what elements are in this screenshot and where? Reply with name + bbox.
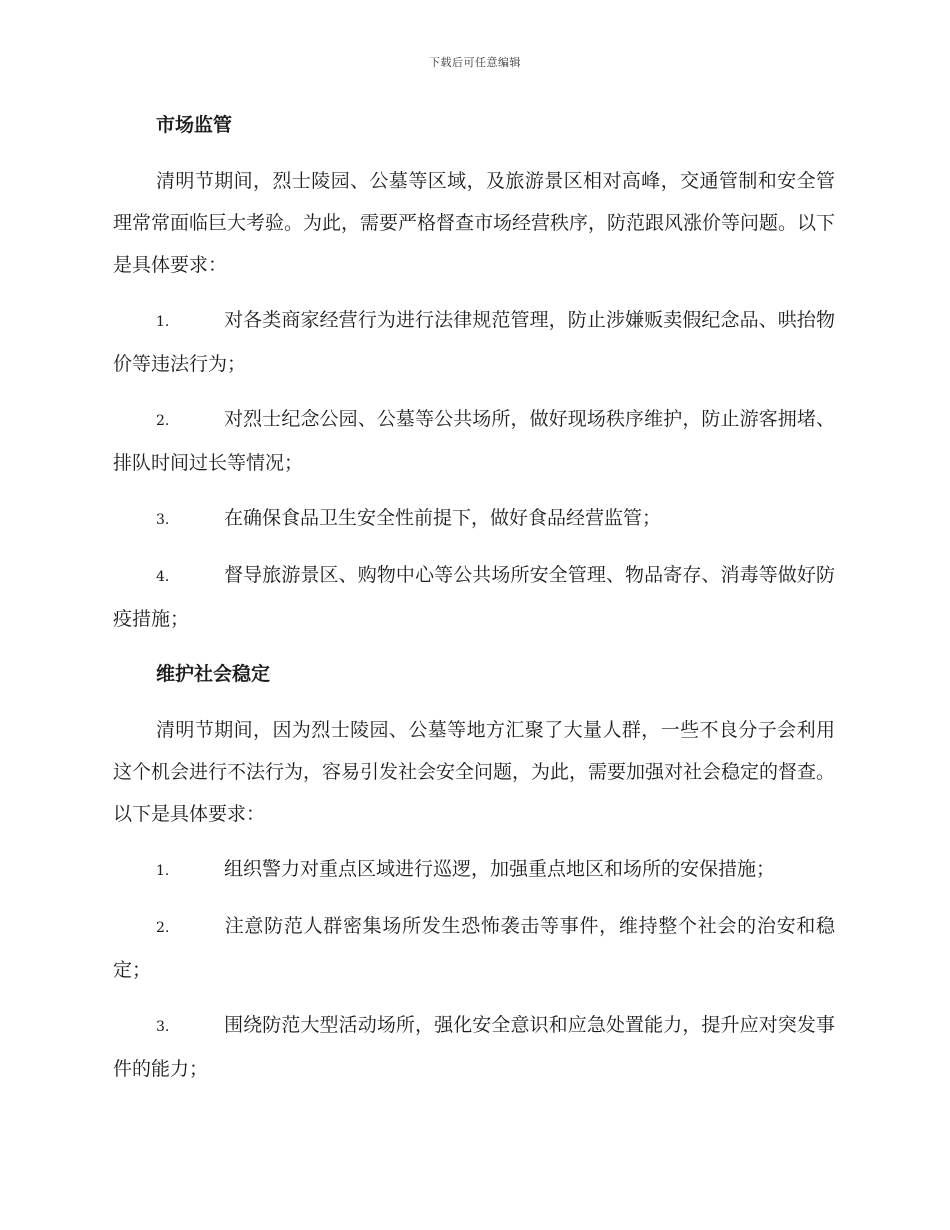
list-item xyxy=(113,905,835,991)
section-intro-market: 清明节期间，烈士陵园、公墓等区域，及旅游景区相对高峰，交通管制和安全管理常常面临巨大考验。为此，需要严格督查市场经营秩序，防范跟风涨价等问题。以下是具体要求： xyxy=(113,170,836,276)
list-item xyxy=(113,299,835,385)
list-item-text: 督导旅游景区、购物中心等公共场所安全管理、物品寄存、消毒等做好防疫措施； xyxy=(113,564,835,630)
list-item-number: 1. xyxy=(156,863,170,879)
list-item xyxy=(113,1004,835,1090)
list-item xyxy=(113,497,835,541)
list-item xyxy=(113,848,835,892)
list-item-text: 在确保食品卫生安全性前提下，做好食品经营监管； xyxy=(224,507,662,529)
list-item-text: 组织警力对重点区域进行巡逻，加强重点地区和场所的安保措施； xyxy=(224,858,776,880)
section-heading-market: 市场监管 xyxy=(156,114,233,136)
list-item-number: 4. xyxy=(156,569,170,585)
list-item-number: 3. xyxy=(156,512,170,528)
list-item-number: 2. xyxy=(156,413,170,429)
list-item xyxy=(113,398,835,484)
section-intro-stability: 清明节期间，因为烈士陵园、公墓等地方汇聚了大量人群，一些不良分子会利用这个机会进行不法行为，容易引发社会安全问题，为此，需要加强对社会稳定的督查。以下是具体要求： xyxy=(113,719,836,825)
list-item-text: 对烈士纪念公园、公墓等公共场所，做好现场秩序维护，防止游客拥堵、排队时间过长等情况； xyxy=(113,408,835,474)
list-item-text: 注意防范人群密集场所发生恐怖袭击等事件，维持整个社会的治安和稳定； xyxy=(113,915,835,981)
list-item-number: 2. xyxy=(156,920,170,936)
list-item-number: 3. xyxy=(156,1019,170,1035)
list-item-number: 1. xyxy=(156,314,170,330)
list-item-text: 对各类商家经营行为进行法律规范管理，防止涉嫌贩卖假纪念品、哄抬物价等违法行为； xyxy=(113,309,835,375)
section-heading-stability: 维护社会稳定 xyxy=(156,663,271,685)
list-item-text: 围绕防范大型活动场所，强化安全意识和应急处置能力，提升应对突发事件的能力； xyxy=(113,1014,835,1080)
document-body xyxy=(113,110,835,1090)
list-item xyxy=(113,554,835,640)
page-header: 下载后可任意编辑 xyxy=(429,56,521,69)
